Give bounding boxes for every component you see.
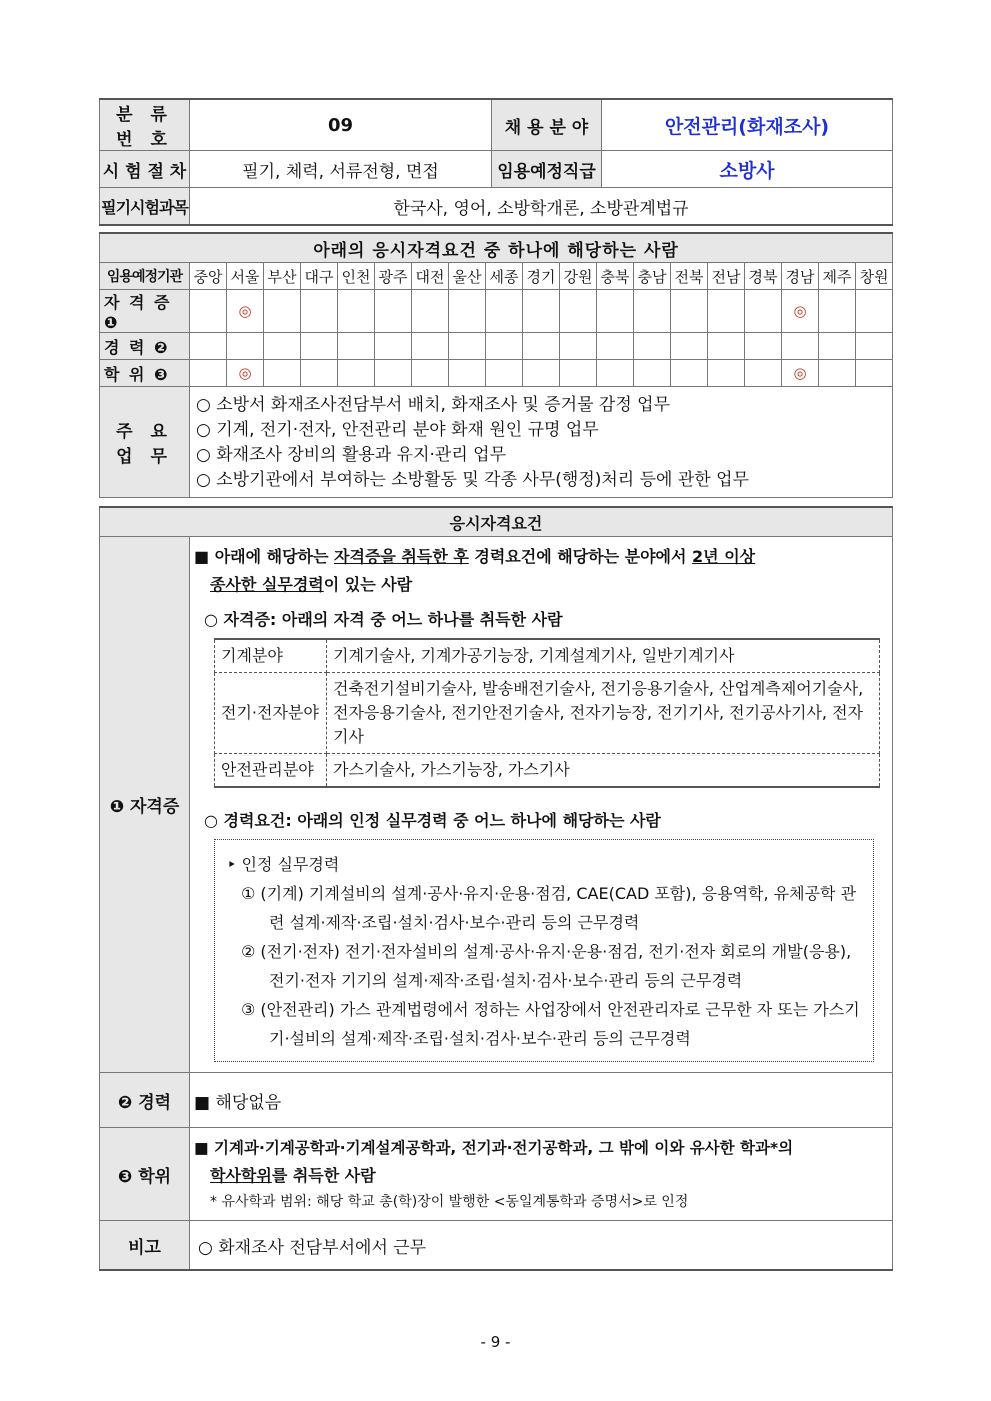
cert-items: 건축전기설비기술사, 발송배전기술사, 전기응용기술사, 산업계측제어기술사, 전자응용기술사, 전기안전기술사, 전자기능장, 전기기사, 전기공사기사, 전자기사 [327, 673, 880, 754]
subjects: 한국사, 영어, 소방학개론, 소방관계법규 [190, 188, 893, 226]
matrix-cell [190, 333, 227, 360]
experience-box [214, 839, 874, 1062]
matrix-cell [264, 360, 301, 387]
org-15: 경북 [745, 263, 782, 290]
cert-field: 전기·전자분야 [215, 673, 327, 754]
matrix-cell [375, 290, 412, 333]
matrix-cell [412, 333, 449, 360]
matrix-cell [560, 333, 597, 360]
matrix-cell [597, 290, 634, 333]
matrix-cell [560, 360, 597, 387]
matrix-cell [301, 333, 338, 360]
org-16: 경남 [782, 263, 819, 290]
matrix-cell [264, 333, 301, 360]
class-no: 09 [190, 99, 492, 151]
org-5: 광주 [375, 263, 412, 290]
matrix-cell [523, 290, 560, 333]
matrix-cell [560, 290, 597, 333]
duty-item: ○ 소방기관에서 부여하는 소방활동 및 각종 사무(행정)처리 등에 관한 업무 [196, 470, 749, 490]
degree-line: ■ 기계과·기계공학과·기계설계공학과, 전기과·전기공학과, 그 밖에 이와 유사한 학과*의 [194, 1139, 794, 1157]
matrix-cell [634, 360, 671, 387]
matrix-cell [819, 290, 856, 333]
org-1: 서울 [227, 263, 264, 290]
matrix-cell [523, 333, 560, 360]
rank-label: 임용예정직급 [492, 151, 602, 188]
matrix-cell [856, 333, 893, 360]
matrix-cell [227, 333, 264, 360]
matrix-cell [708, 290, 745, 333]
cert-items: 가스기술사, 가스기능장, 가스기사 [327, 754, 880, 788]
matrix-cell [523, 360, 560, 387]
cert-bullet-text: 이 있는 사람 [323, 575, 413, 594]
row-label-degree: 학 위 ❸ [100, 360, 190, 387]
matrix-cell [449, 360, 486, 387]
matrix-cell: ◎ [782, 290, 819, 333]
cert-bullet-underline: 2년 이상 [692, 547, 756, 566]
matrix-cell: ◎ [227, 360, 264, 387]
matrix-cell [449, 290, 486, 333]
subjects-label: 필기시험과목 [100, 188, 190, 226]
matrix-cell [338, 360, 375, 387]
degree-content [190, 1128, 893, 1221]
matrix-cell [412, 290, 449, 333]
cert-subheading: ○ 자격증: 아래의 자격 중 어느 하나를 취득한 사람 [204, 610, 563, 629]
field-label: 채 용 분 야 [492, 99, 602, 151]
matrix-cell [782, 333, 819, 360]
matrix-cell [412, 360, 449, 387]
org-10: 강원 [560, 263, 597, 290]
row-label-career: 경 력 ❷ [100, 333, 190, 360]
experience-item: ① (기계) 기계설비의 설계·공사·유지·운용·점검, CAE(CAD 포함), 응용역학, 유체공학 관련 설계·제작·조립·설치·검사·보수·관리 등의 근무경력 [241, 884, 857, 932]
org-17: 제주 [819, 263, 856, 290]
org-11: 충북 [597, 263, 634, 290]
org-2: 부산 [264, 263, 301, 290]
matrix-cell [486, 333, 523, 360]
cert-bullet-underline: 종사한 실무경력 [210, 575, 324, 594]
matrix-cell: ◎ [782, 360, 819, 387]
procedure-label: 시 험 절 차 [100, 151, 190, 188]
org-12: 충남 [634, 263, 671, 290]
matrix-cell [634, 333, 671, 360]
org-7: 울산 [449, 263, 486, 290]
eligibility-matrix [99, 232, 893, 498]
experience-title: ‣ 인정 실무경력 [227, 855, 340, 874]
matrix-cell: ◎ [227, 290, 264, 333]
cert-field: 안전관리분야 [215, 754, 327, 788]
matrix-cell [375, 360, 412, 387]
duties-label: 주 요 업 무 [100, 387, 190, 498]
org-13: 전북 [671, 263, 708, 290]
rank: 소방사 [602, 151, 893, 188]
procedure: 필기, 체력, 서류전형, 면접 [190, 151, 492, 188]
experience-item: ③ (안전관리) 가스 관계법령에서 정하는 사업장에서 안전관리자로 근무한 자 또는 가스기기·설비의 설계·제작·조립·설치·검사·보수·관리 등의 근무경력 [241, 1000, 860, 1048]
duty-item: ○ 기계, 전기·전자, 안전관리 분야 화재 원인 규명 업무 [196, 420, 599, 440]
requirements-title: 응시자격요건 [100, 507, 893, 537]
org-6: 대전 [412, 263, 449, 290]
matrix-cell [708, 360, 745, 387]
duties-cell [190, 387, 893, 498]
remark-label: 비고 [100, 1221, 190, 1271]
matrix-cell [708, 333, 745, 360]
class-no-label: 분 류 번 호 [100, 99, 190, 151]
remark-text: ○ 화재조사 전담부서에서 근무 [190, 1221, 893, 1271]
matrix-cell [338, 333, 375, 360]
matrix-cell [745, 333, 782, 360]
document-page [99, 98, 893, 1271]
org-0: 중앙 [190, 263, 227, 290]
matrix-cell [301, 360, 338, 387]
matrix-cell [264, 290, 301, 333]
matrix-cell [671, 360, 708, 387]
matrix-cell [338, 290, 375, 333]
matrix-cell [819, 333, 856, 360]
cert-bullet-text: ■ 아래에 해당하는 [194, 547, 335, 566]
cert-content [190, 537, 893, 1073]
matrix-cell [301, 290, 338, 333]
degree-underline: 학사학위 [210, 1166, 272, 1185]
cert-bullet [194, 543, 888, 599]
matrix-cell [449, 333, 486, 360]
matrix-cell [375, 333, 412, 360]
career-label: ❷ 경력 [100, 1073, 190, 1128]
matrix-cell [671, 333, 708, 360]
matrix-cell [671, 290, 708, 333]
cert-bullet-text: 경력요건에 해당하는 분야에서 [468, 547, 693, 566]
matrix-cell [634, 290, 671, 333]
recruit-field: 안전관리(화재조사) [602, 99, 893, 151]
career-text: ■ 해당없음 [190, 1073, 893, 1128]
matrix-cell [597, 333, 634, 360]
cert-items: 기계기술사, 기계가공기능장, 기계설계기사, 일반기계기사 [327, 639, 880, 673]
org-label: 임용예정기관 [100, 263, 190, 290]
matrix-cell [856, 360, 893, 387]
row-label-cert: 자 격 증 ❶ [100, 290, 190, 333]
org-18: 창원 [856, 263, 893, 290]
matrix-cell [597, 360, 634, 387]
matrix-cell [745, 290, 782, 333]
org-3: 대구 [301, 263, 338, 290]
experience-subheading: ○ 경력요건: 아래의 인정 실무경력 중 어느 하나에 해당하는 사람 [204, 811, 661, 830]
org-14: 전남 [708, 263, 745, 290]
matrix-cell [856, 290, 893, 333]
page-number: - 9 - [480, 1333, 511, 1351]
matrix-cell [819, 360, 856, 387]
duty-item: ○ 소방서 화재조사전담부서 배치, 화재조사 및 증거물 감정 업무 [196, 395, 671, 415]
degree-line-end: 를 취득한 사람 [271, 1166, 376, 1185]
org-8: 세종 [486, 263, 523, 290]
matrix-cell [486, 290, 523, 333]
cert-label: ❶ 자격증 [100, 537, 190, 1073]
matrix-title: 아래의 응시자격요건 중 하나에 해당하는 사람 [100, 233, 893, 263]
cert-bullet-underline: 자격증을 취득한 후 [334, 547, 469, 566]
matrix-cell [486, 360, 523, 387]
matrix-cell [745, 360, 782, 387]
requirements-table [99, 506, 893, 1271]
matrix-cell [190, 290, 227, 333]
cert-field: 기계분야 [215, 639, 327, 673]
matrix-cell [190, 360, 227, 387]
cert-list-table [214, 638, 880, 788]
experience-item: ② (전기·전자) 전기·전자설비의 설계·공사·유지·운용·점검, 전기·전자 회로의 개발(응용), 전기·전자 기기의 설계·제작·조립·설치·검사·보수·관리 등의 근무경력 [241, 942, 852, 990]
org-4: 인천 [338, 263, 375, 290]
summary-table [99, 98, 893, 226]
duty-item: ○ 화재조사 장비의 활용과 유지·관리 업무 [196, 445, 507, 465]
org-9: 경기 [523, 263, 560, 290]
degree-note: * 유사학과 범위: 해당 학교 총(학)장이 발행한 <동일계통학과 증명서>로 인정 [210, 1194, 689, 1210]
degree-label: ❸ 학위 [100, 1128, 190, 1221]
